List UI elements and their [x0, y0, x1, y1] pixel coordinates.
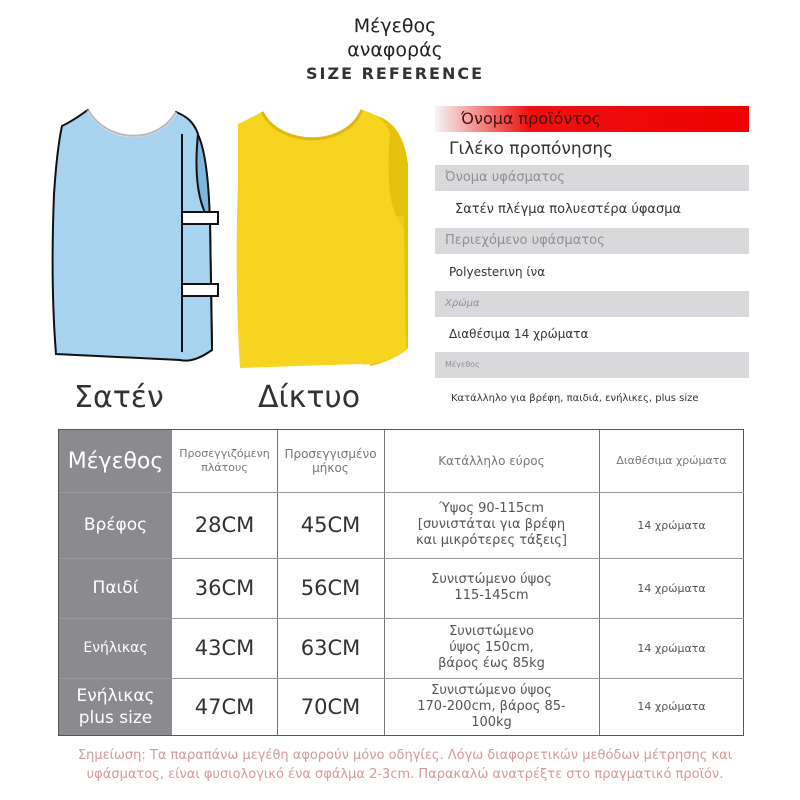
- table-header-length: Προσεγγισμένο μήκος: [284, 447, 377, 475]
- table-header-colors: Διαθέσιμα χρώματα: [616, 454, 727, 467]
- info-heading-color: Χρώμα: [435, 291, 749, 317]
- info-heading-product-name: Όνομα προϊόντος: [435, 106, 749, 132]
- title-english: SIZE REFERENCE: [306, 64, 484, 83]
- footnote: Σημείωση: Τα παραπάνω μεγέθη αφορούν μόνο οδηγίες. Λόγω διαφορετικών μεθόδων μέτρησης και υφάσματος, είναι φυσιολογικό ένα σφάλμα 2-3cm. Παρακαλώ ανατρέξτε στο πραγματικό προϊόν.: [77, 748, 733, 782]
- table-row-width: 47CM: [194, 694, 255, 719]
- table-divider: [59, 492, 744, 493]
- info-value-fabric-name: Σατέν πλέγμα πολυεστέρα ύφασμα: [455, 202, 682, 217]
- table-divider: [277, 430, 278, 735]
- table-row-colors: 14 χρώματα: [637, 581, 706, 595]
- table-row-width: 36CM: [194, 576, 255, 600]
- info-value-color: Διαθέσιμα 14 χρώματα: [449, 327, 589, 341]
- mesh-label: Δίκτυο: [258, 380, 361, 415]
- table-row-size: Ενήλικας: [59, 618, 172, 678]
- table-row-colors: 14 χρώματα: [637, 518, 706, 532]
- title-line-2: αναφοράς: [347, 39, 443, 61]
- table-row-length: 45CM: [300, 513, 361, 537]
- satin-vest-image: [48, 104, 224, 374]
- table-row-colors: 14 χρώματα: [637, 641, 706, 655]
- title-line-1: Μέγεθος: [353, 15, 437, 37]
- mesh-vest-image: [230, 104, 416, 374]
- table-divider: [599, 430, 600, 735]
- table-row-range: Ύψος 90-115cm [συνιστάται για βρέφη και μικρότερες τάξεις]: [416, 501, 567, 548]
- table-row-range: Συνιστώμενο ύψος 170-200cm, βάρος 85-100kg: [417, 682, 566, 730]
- table-header-range: Κατάλληλο εύρος: [438, 454, 545, 468]
- table-divider: [59, 678, 744, 679]
- info-value-size: Κατάλληλο για βρέφη, παιδιά, ενήλικες, plus size: [451, 393, 699, 404]
- info-heading-fabric-name: Όνομα υφάσματος: [435, 165, 749, 191]
- table-row-size: Βρέφος: [59, 492, 172, 558]
- table-row-colors: 14 χρώματα: [637, 700, 706, 713]
- satin-label: Σατέν: [74, 380, 164, 415]
- table-row-length: 56CM: [300, 576, 361, 600]
- info-heading-fabric-content: Περιεχόμενο υφάσματος: [435, 228, 749, 254]
- table-row-width: 28CM: [194, 513, 255, 537]
- table-divider: [384, 430, 385, 735]
- table-row-length: 63CM: [300, 636, 361, 660]
- info-value-product-name: Γιλέκο προπόνησης: [449, 139, 614, 159]
- table-row-range: Συνιστώμενο ύψος 150cm, βάρος έως 85kg: [438, 624, 545, 671]
- table-divider: [59, 618, 744, 619]
- table-row-width: 43CM: [194, 636, 255, 660]
- info-heading-size: Μέγεθος: [435, 352, 749, 378]
- table-header-size: Μέγεθος: [59, 430, 172, 492]
- table-header-width: Προσεγγιζόμενη πλάτους: [179, 447, 270, 474]
- table-row-length: 70CM: [300, 694, 361, 719]
- table-row-size: Ενήλικας plus size: [59, 678, 172, 735]
- table-divider: [59, 558, 744, 559]
- table-row-size: Παιδί: [59, 558, 172, 618]
- table-divider: [172, 430, 173, 735]
- table-row-range: Συνιστώμενο ύψος 115-145cm: [431, 572, 552, 603]
- info-value-fabric-content: Polyesterινη ίνα: [449, 265, 546, 279]
